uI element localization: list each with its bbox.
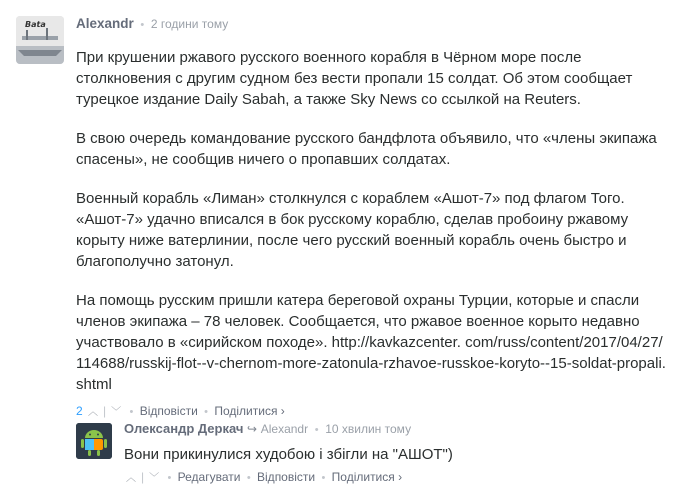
reply-header [124, 420, 664, 439]
avatar-image [16, 16, 64, 64]
downvote-icon[interactable]: ﹀ [111, 407, 122, 418]
comment-paragraph: На помощь русским пришли катера береговой охраны Турции, которые и спасли членов экипажа – 78 человек. Сообщается, что ржавое военное корыто недавно участвовало в «сирийском походе». [76, 292, 640, 351]
reply-footer [124, 469, 664, 487]
downvote-icon[interactable]: ﹀ [149, 473, 160, 484]
reply-button[interactable]: Відповісти [139, 404, 198, 418]
comment-paragraph-with-link [76, 290, 666, 395]
comment-footer [76, 403, 666, 421]
avatar-text: Bata [25, 20, 46, 29]
comment-paragraph: При крушении ржавого русского военного корабля в Чёрном море после столкновения с другим судном без вести пропали 15 солдат. Об этом сообщает турецкое издание Daily Sabah, а также Sky News со ссылкой на Reuters. [76, 49, 633, 108]
comment-author[interactable]: Alexandr [76, 16, 134, 31]
comment-text [76, 47, 666, 395]
source-link[interactable]: http://kavkazcenter. com/russ/content/2017/04/27/114688/russkij-flot--v-chernom-more-zatonula-rzhavoe-russkoe-koryto--15-soldat-propali.shtml [76, 334, 666, 393]
comment-paragraph: В свою очередь командование русского бандфлота объявило, что «члены экипажа спасены», не сообщив ничего о пропавших солдатах. [76, 130, 657, 168]
comment-header [76, 15, 666, 34]
avatar[interactable] [16, 16, 64, 64]
reply-button[interactable]: Відповісти [257, 470, 316, 484]
share-button[interactable]: Поділитися › [214, 404, 285, 418]
separator-dot: • [314, 424, 319, 436]
upvote-icon[interactable]: ︿ [88, 407, 99, 418]
comment-paragraph: Военный корабль «Лиман» столкнулся с кораблем «Ашот-7» под флагом Того. «Ашот-7» удачно вписался в бок русскому кораблю, сделав пробоину ржавому корыту ниже ватерлинии, после чего русский военный корабль очень быстро и благополучно затонул. [76, 190, 629, 270]
vote-count: 2 [76, 404, 83, 418]
reply-arrow-icon: ↪ [247, 422, 258, 436]
separator-dot: • [204, 406, 208, 418]
android-robot-icon [76, 423, 112, 459]
separator-dot: • [167, 472, 172, 484]
separator-dot: • [246, 472, 251, 484]
reply-text: Вони прикинулися худобою і збігли на "АШОТ") [124, 446, 453, 463]
separator-dot: • [140, 19, 145, 31]
share-button[interactable]: Поділитися › [331, 470, 403, 484]
reply-time[interactable]: 10 хвилин тому [325, 422, 412, 436]
divider: | [103, 404, 107, 418]
edit-button[interactable]: Редагувати [177, 470, 241, 484]
reply-author[interactable]: Олександр Деркач [124, 421, 244, 436]
separator-dot: • [129, 406, 134, 418]
divider: | [141, 470, 145, 484]
upvote-icon[interactable]: ︿ [126, 473, 136, 484]
reply-avatar[interactable] [76, 423, 112, 459]
comment-time[interactable]: 2 години тому [150, 17, 229, 31]
reply-parent-author[interactable]: Alexandr [260, 422, 309, 436]
separator-dot: • [321, 472, 326, 484]
